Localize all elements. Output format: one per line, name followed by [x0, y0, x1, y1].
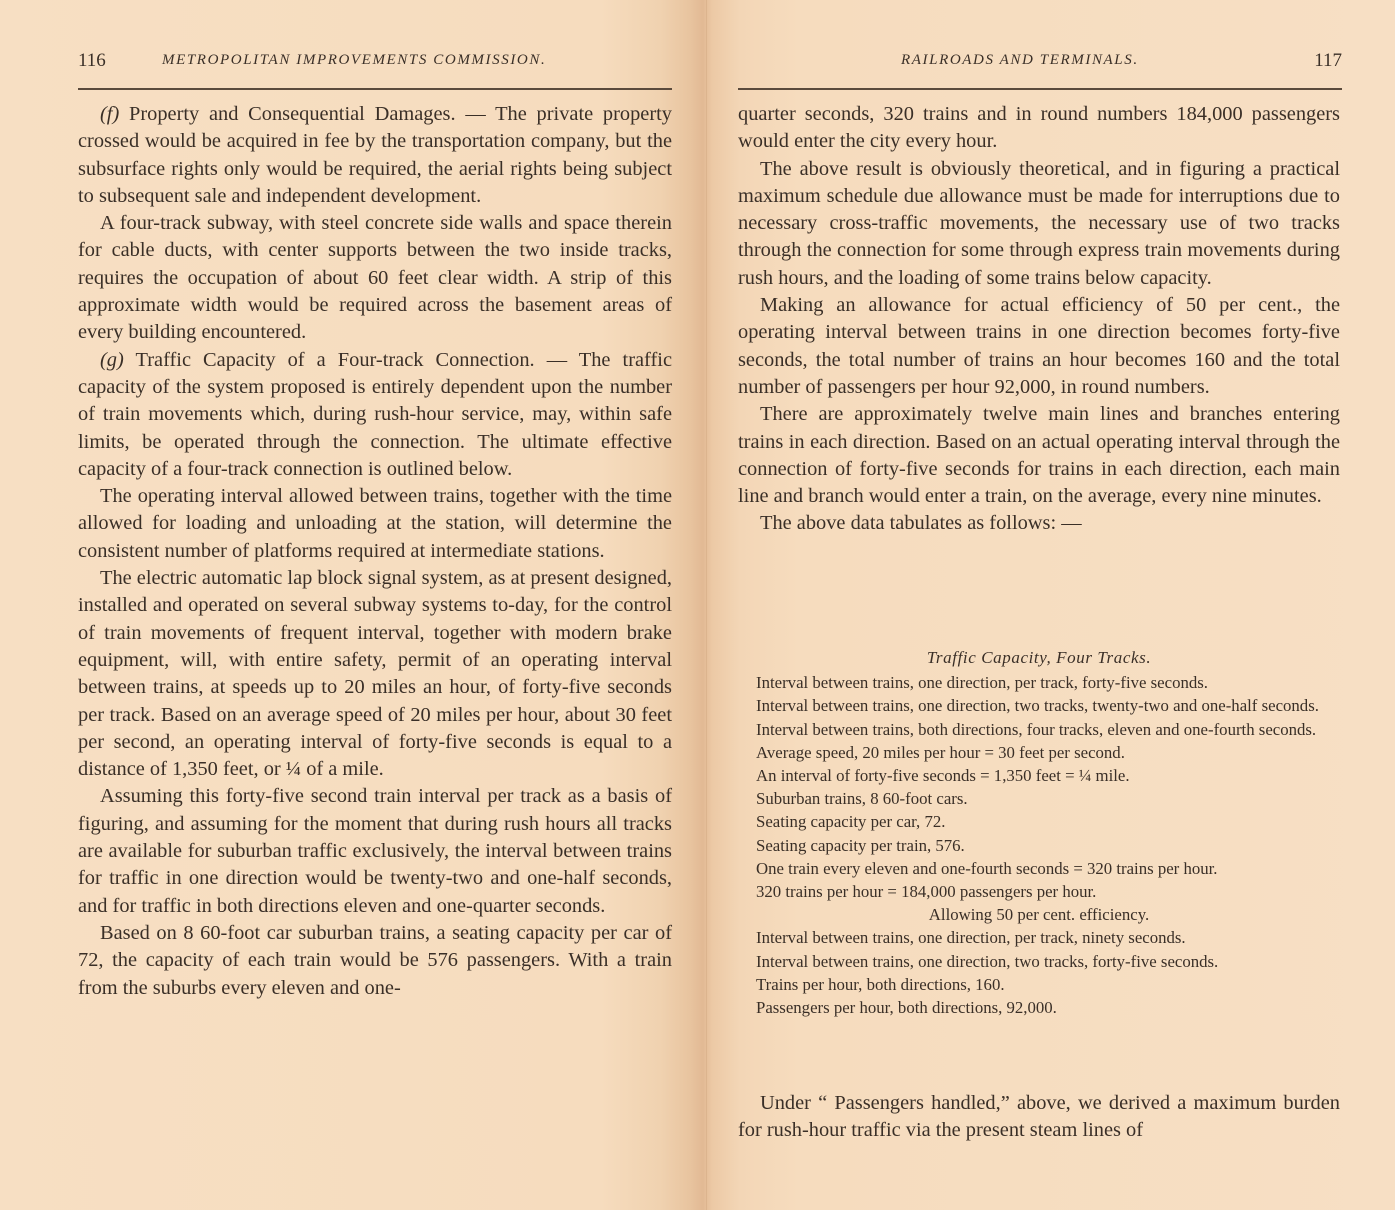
paragraph: The above data tabulates as follows: —: [760, 512, 1082, 535]
table-row: Suburban trains, 8 60-foot cars.: [756, 789, 968, 809]
section-label: (f): [100, 103, 120, 125]
table-subheading: Allowing 50 per cent. efficiency.: [928, 905, 1150, 925]
table-row: Interval between trains, one direction, per track, forty-five seconds.: [756, 673, 1208, 693]
table-row: An interval of forty-five seconds = 1,350 feet = ¼ mile.: [756, 766, 1130, 786]
page-number-left: 116: [78, 50, 106, 71]
table-row: Average speed, 20 miles per hour = 30 feet per second.: [756, 742, 1125, 762]
paragraph: Based on 8 60-foot car suburban trains, a seating capacity per car of 72, the capacity of each train would be 576 passengers. With a train from the suburbs every eleven and one-: [78, 921, 672, 999]
running-head-left: [78, 50, 672, 74]
paragraph: Assuming this forty-five second train interval per track as a basis of figuring, and assuming for the moment that during rush hours all tracks are available for suburban traffic exclusively, the interval between trains for traffic in one direction would be twenty-two and one-half seconds, and for traffic in both directions eleven and one-quarter seconds.: [78, 785, 672, 917]
paragraph: A four-track subway, with steel concrete side walls and space therein for cable ducts, with center supports between the two inside tracks, requires the occupation of about 60 feet clear width. A strip of this approximate width would be required across the basement areas of every building encountered.: [78, 212, 672, 344]
table-row: Interval between trains, one direction, two tracks, twenty-two and one-half seconds.: [756, 696, 1319, 716]
paragraph: The electric automatic lap block signal system, as at present designed, installed and operated on several subway systems to-day, for the control of train movements of frequent interval, together with modern brake equipment, will, with entire safety, permit of an operating interval between trains, at speeds up to 20 miles an hour, of forty-five seconds per track. Based on an average speed of 20 miles per hour, about 30 feet per second, an operating interval of forty-five seconds is equal to a distance of 1,350 feet, or ¼ of a mile.: [78, 567, 672, 781]
table-row: Interval between trains, both directions, four tracks, eleven and one-fourth seconds.: [756, 719, 1317, 739]
section-label: (g): [100, 348, 124, 371]
paragraph: The above result is obviously theoretical, and in figuring a practical maximum schedule due allowance must be made for interruptions due to necessary cross-traffic movements, the necessary use of two tracks through the connection for some through express train movements during rush hours, and the loading of some trains below capacity.: [738, 157, 1340, 289]
left-page-body: [78, 101, 672, 1002]
right-page-body: [738, 101, 1340, 538]
table-row: Interval between trains, one direction, two tracks, forty-five seconds.: [756, 951, 1219, 971]
paragraph: (g) Traffic Capacity of a Four-track Connection. — The traffic capacity of the system proposed is entirely dependent upon the number of train movements which, during rush-hour service, may, within safe limits, be operated through the connection. The ultimate effective capacity of a four-track connection is outlined below.: [78, 348, 672, 480]
paragraph: The operating interval allowed between trains, together with the time allowed for loading and unloading at the station, will determine the consistent number of platforms required at intermediate stations.: [78, 485, 672, 562]
right-page: [705, 0, 1395, 1210]
header-rule-right: [738, 88, 1342, 90]
table-row: Trains per hour, both directions, 160.: [756, 974, 1005, 994]
paragraph-continuation: quarter seconds, 320 trains and in round numbers 184,000 passengers would enter the city every hour.: [738, 103, 1340, 153]
table-row: Seating capacity per train, 576.: [756, 835, 965, 855]
running-head-title-left: METROPOLITAN IMPROVEMENTS COMMISSION.: [162, 52, 547, 68]
page-number-right: 117: [1314, 50, 1342, 71]
header-rule-left: [78, 88, 672, 90]
running-head-title-right: RAILROADS AND TERMINALS.: [901, 52, 1139, 68]
closing-text: [738, 1090, 1340, 1145]
paragraph: (f) Property and Consequential Damages. — The private property crossed would be acquired in fee by the transportation company, but the subsurface rights only would be required, the aerial rights being subject to subsequent sale and independent development.: [78, 103, 672, 207]
table-row: Passengers per hour, both directions, 92,000.: [756, 998, 1057, 1018]
table-row: Interval between trains, one direction, per track, ninety seconds.: [756, 928, 1186, 948]
paragraph: Under “ Passengers handled,” above, we derived a maximum burden for rush-hour traffic via the present steam lines of: [738, 1092, 1340, 1142]
traffic-capacity-table: [738, 646, 1340, 1019]
paragraph: There are approximately twelve main lines and branches entering trains in each direction. Based on an actual operating interval through the connection of forty-five seconds for trains in each direction, each main line and branch would enter a train, on the average, every nine minutes.: [738, 403, 1340, 508]
table-row: 320 trains per hour = 184,000 passengers per hour.: [756, 882, 1097, 902]
table-row: One train every eleven and one-fourth seconds = 320 trains per hour.: [756, 858, 1218, 878]
table-row: Seating capacity per car, 72.: [756, 812, 946, 832]
paragraph: Making an allowance for actual efficiency of 50 per cent., the operating interval between trains in one direction becomes forty-five seconds, the total number of trains an hour becomes 160 and the total number of passengers per hour 92,000, in round numbers.: [738, 294, 1340, 398]
running-head-right: [738, 50, 1342, 74]
table-title: Traffic Capacity, Four Tracks.: [926, 648, 1152, 667]
